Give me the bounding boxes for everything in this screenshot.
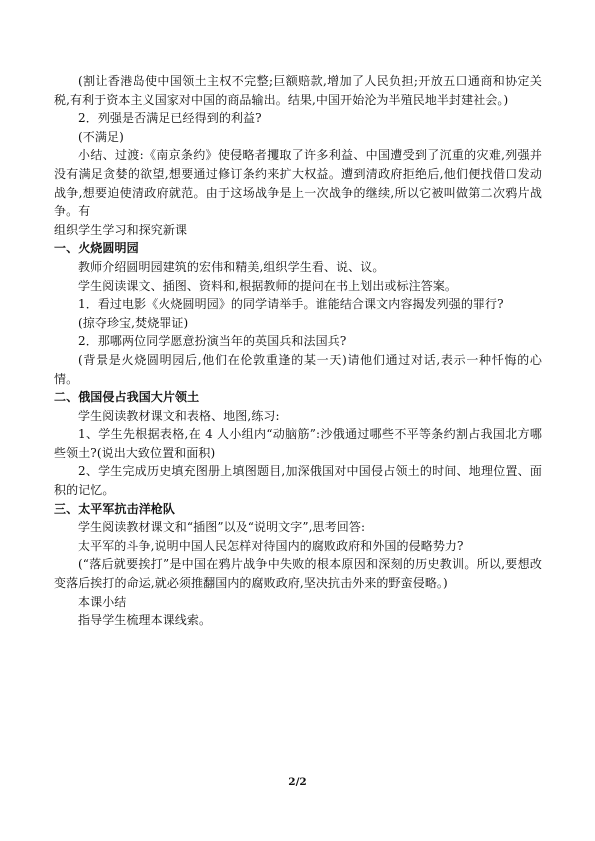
paragraph-reading-task: 学生阅读教材课文和“插图”以及“说明文字”,思考回答: [78,520,366,535]
heading-lesson-summary: 本课小结 [78,594,127,609]
heading-section-1: 一、火烧圆明园 [54,241,139,256]
paragraph-new-lesson: 组织学生学习和探究新课 [54,222,188,237]
answer-taiping: (“落后就要挨打”是中国在鸦片战争中失败的根本原因和深刻的历史教训。所以,要想改变落后挨打的命运,就必须推翻国内的腐败政府,坚决抗击外来的野蛮侵略。) [54,557,542,591]
heading-section-2: 二、俄国侵占我国大片领土 [54,390,200,405]
exercise-item-1: 1、学生先根据表格,在 4 人小组内“动脑筋”:沙俄通过哪些不平等条约割占我国北方哪些领土?(说出大致位置和面积) [54,427,542,460]
exercise-item-2: 2、学生完成历史填充图册上填图题目,加深俄国对中国侵占领土的时间、地理位置、面积的记忆。 [54,464,542,498]
question-role-play: 2．那哪两位同学愿意扮演当年的英国兵和法国兵? [78,334,347,349]
question-powers-satisfied: 2．列强是否满足已经得到的利益? [78,111,262,126]
page-body [54,72,542,630]
answer-film: (掠夺珍宝,焚烧罪证) [78,315,189,330]
paragraph-role-play-background: (背景是火烧圆明园后,他们在伦敦重逢的某一天)请他们通过对话,表示一种忏悔的心情。 [54,352,542,386]
answer-not-satisfied: (不满足) [78,129,124,144]
question-taiping: 太平军的斗争,说明中国人民怎样对待国内的腐败政府和外国的侵略势力? [78,538,464,553]
paragraph-treaty-impact: (割让香港岛使中国领土主权不完整;巨额赔款,增加了人民负担;开放五口通商和协定关税,有利于资本主义国家对中国的商品输出。结果,中国开始沦为半殖民地半封建社会。) [54,74,542,107]
paragraph-student-reading: 学生阅读课文、插图、资料和,根据教师的提问在书上划出或标注答案。 [78,278,458,293]
question-film: 1．看过电影《火烧圆明园》的同学请举手。谁能结合课文内容揭发列强的罪行? [78,297,504,312]
paragraph-map-exercise: 学生阅读教材课文和表格、地图,练习: [78,408,280,423]
paragraph-summary-guide: 指导学生梳理本课线索。 [78,613,212,628]
heading-section-3: 三、太平军抗击洋枪队 [54,501,176,516]
page-number: 2/2 [288,776,307,788]
paragraph-summary-transition: 小结、过渡:《南京条约》使侵略者攫取了许多利益、中国遭受到了沉重的灾难,列强并没有满足贪婪的欲望,想要通过修订条约来扩大权益。遭到清政府拒绝后,他们便找借口发动战争,想要迫使清政府就范。由于这场战争是上一次战争的继续,所以它被叫做第二次鸦片战争。有 [54,148,542,219]
paragraph-teacher-intro: 教师介绍圆明园建筑的宏伟和精美,组织学生看、说、议。 [78,259,385,274]
